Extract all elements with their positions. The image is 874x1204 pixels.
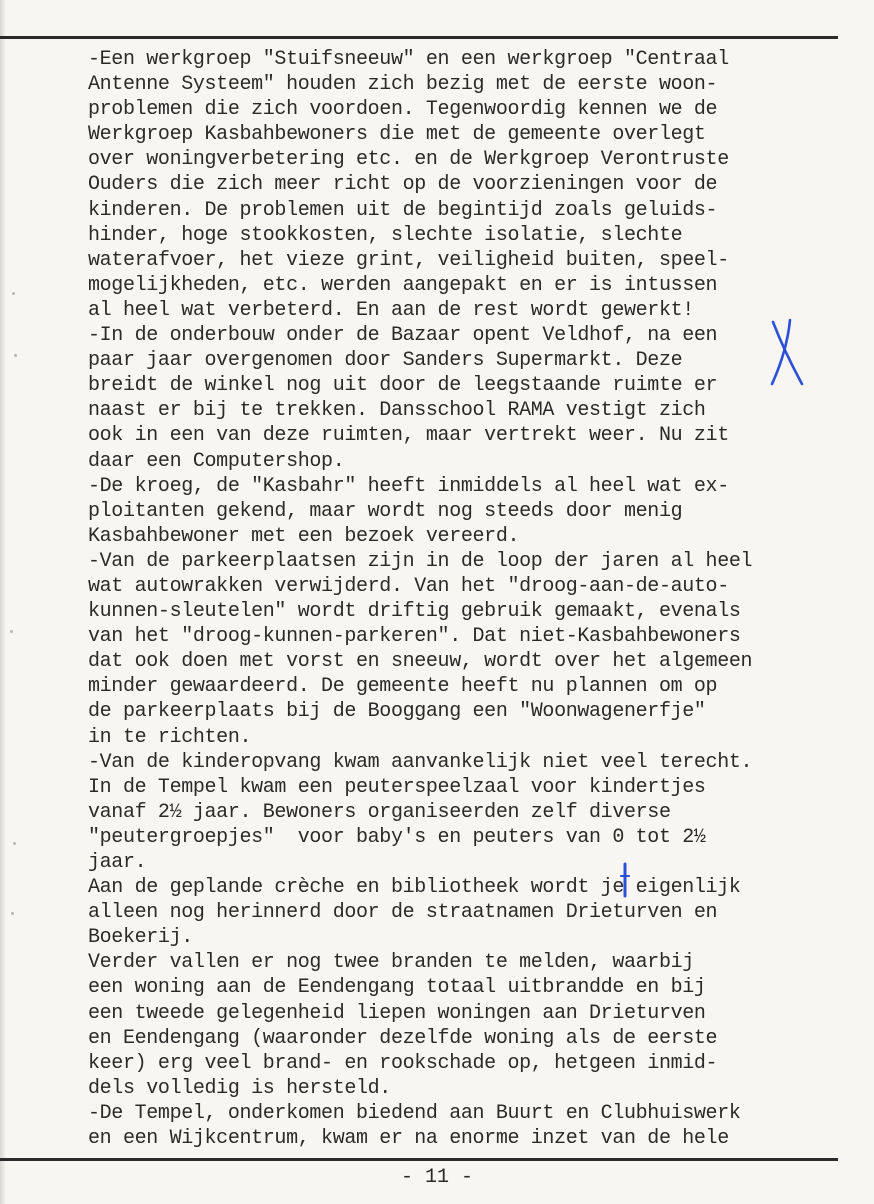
text-line: mogelijkheden, etc. werden aangepakt en er is intussen: [88, 273, 718, 297]
text-line: een woning aan de Eendengang totaal uitbrandde en bij: [88, 976, 706, 1000]
text-line: in te richten.: [88, 725, 252, 749]
text-line: "peutergroepjes" voor baby's en peuters van 0 tot 2½: [88, 825, 706, 849]
text-line: waterafvoer, het vieze grint, veiligheid buiten, speel-: [88, 248, 729, 272]
text-line: -Een werkgroep "Stuifsneeuw" en een werkgroep "Centraal: [88, 48, 729, 71]
text-line: In de Tempel kwam een peuterspeelzaal voor kindertjes: [88, 775, 706, 799]
text-line: van het "droog-kunnen-parkeren". Dat niet-Kasbahbewoners: [88, 625, 741, 649]
text-line: over woningverbetering etc. en de Werkgroep Verontruste: [88, 148, 729, 172]
text-line: alleen nog herinnerd door de straatnamen Drieturven en: [88, 901, 718, 925]
text-line: ploitanten gekend, maar wordt nog steeds door menig: [88, 499, 683, 523]
text-line: een tweede gelegenheid liepen woningen aan Drieturven: [88, 1001, 706, 1025]
text-line: Ouders die zich meer richt op de voorzieningen voor de: [88, 173, 718, 197]
page-edge-shadow: [0, 0, 6, 1204]
text-line: Kasbahbewoner met een bezoek vereerd.: [88, 524, 520, 548]
text-line: vanaf 2½ jaar. Bewoners organiseerden zelf diverse: [88, 800, 671, 824]
text-line: dels volledig is hersteld.: [88, 1076, 391, 1100]
scan-speck: [11, 912, 14, 915]
handwritten-tick-mark: [618, 862, 632, 898]
text-line: -De Tempel, onderkomen biedend aan Buurt en Clubhuiswerk: [88, 1101, 741, 1125]
text-line: daar een Computershop.: [88, 449, 345, 473]
scan-speck: [12, 292, 15, 295]
text-line: kinderen. De problemen uit de begintijd zoals geluids-: [88, 198, 718, 222]
text-line: jaar.: [88, 851, 147, 874]
text-line: Verder vallen er nog twee branden te melden, waarbij: [88, 951, 694, 975]
handwritten-x-mark: [768, 318, 808, 388]
text-line: de parkeerplaats bij de Booggang een "Woonwagenerfje": [88, 700, 706, 724]
text-line: Boekerij.: [88, 926, 193, 950]
bottom-rule: [0, 1158, 838, 1161]
scan-speck: [13, 842, 16, 845]
page-number: - 11 -: [400, 1166, 473, 1189]
text-line: wat autowrakken verwijderd. Van het "droog-aan-de-auto-: [88, 574, 729, 598]
text-line: Werkgroep Kasbahbewoners die met de gemeente overlegt: [88, 123, 706, 147]
text-line: en Eendengang (waaronder dezelfde woning als de eerste: [88, 1026, 718, 1050]
text-line: kunnen-sleutelen" wordt driftig gebruik gemaakt, evenals: [88, 600, 741, 624]
text-line: paar jaar overgenomen door Sanders Supermarkt. Deze: [88, 349, 683, 373]
text-line: keer) erg veel brand- en rookschade op, hetgeen inmid-: [88, 1051, 718, 1075]
text-line: en een Wijkcentrum, kwam er na enorme inzet van de hele: [88, 1127, 729, 1151]
scan-speck: [14, 354, 17, 357]
text-line: ook in een van deze ruimten, maar vertrekt weer. Nu zit: [88, 424, 729, 448]
text-line: naast er bij te trekken. Dansschool RAMA vestigt zich: [88, 399, 706, 423]
text-line: minder gewaardeerd. De gemeente heeft nu plannen om op: [88, 675, 718, 699]
text-line: hinder, hoge stookkosten, slechte isolatie, slechte: [88, 223, 683, 247]
scan-speck: [10, 630, 13, 633]
document-text: [88, 47, 818, 1151]
top-rule: [0, 36, 838, 39]
text-line: -De kroeg, de "Kasbahr" heeft inmiddels al heel wat ex-: [88, 474, 729, 498]
text-line: -Van de parkeerplaatsen zijn in de loop der jaren al heel: [88, 549, 753, 573]
text-line: Antenne Systeem" houden zich bezig met de eerste woon-: [88, 73, 718, 97]
text-line: Aan de geplande crèche en bibliotheek wordt je eigenlijk: [88, 876, 741, 900]
text-line: al heel wat verbeterd. En aan de rest wordt gewerkt!: [88, 298, 694, 322]
text-line: breidt de winkel nog uit door de leegstaande ruimte er: [88, 374, 718, 398]
text-line: -In de onderbouw onder de Bazaar opent Veldhof, na een: [88, 324, 718, 348]
text-line: dat ook doen met vorst en sneeuw, wordt over het algemeen: [88, 650, 753, 674]
text-line: problemen die zich voordoen. Tegenwoordig kennen we de: [88, 98, 718, 122]
text-line: -Van de kinderopvang kwam aanvankelijk niet veel terecht.: [88, 750, 753, 774]
